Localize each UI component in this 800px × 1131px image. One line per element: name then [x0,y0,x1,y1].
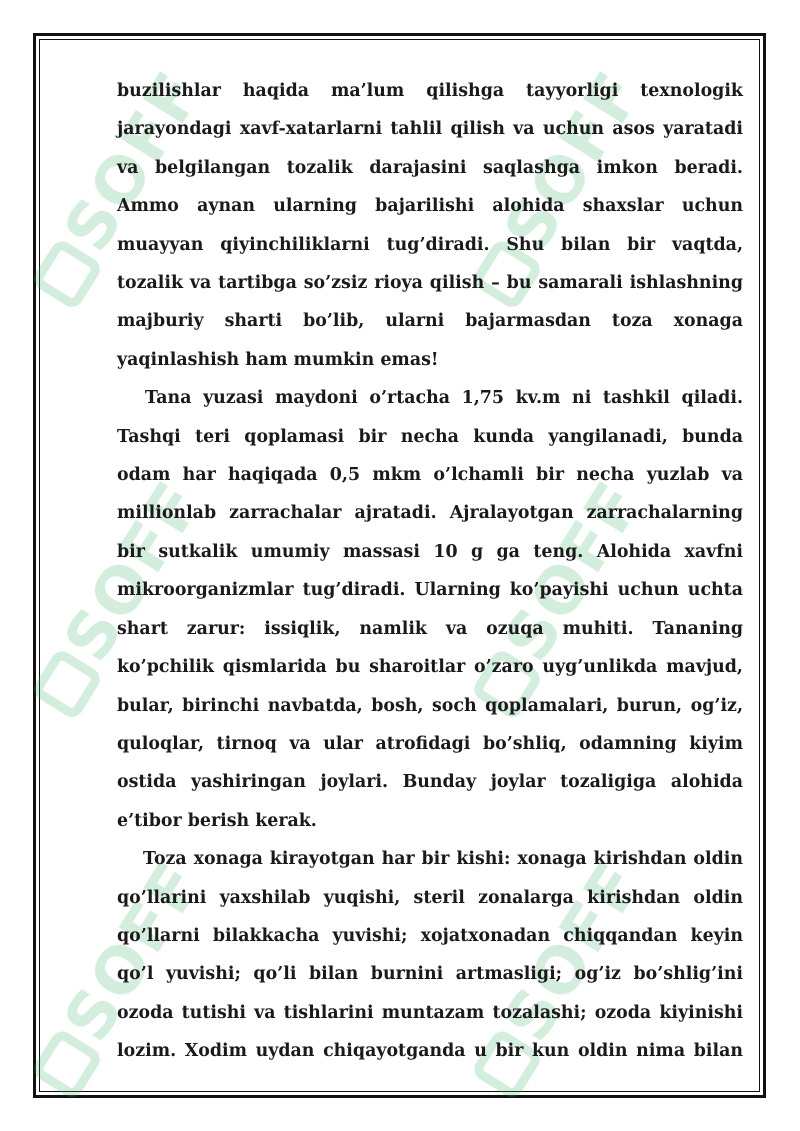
paragraph: Toza xonaga kirayotgan har bir kishi: xonaga kirishdan oldin qo’llarini yaxshilab yuqishi, steril zonalarga kirishdan oldin qo’llarni bilakkacha yuvishi; xojatxonadan chiqqandan keyin qo’l yuvishi; qo’li bilan burnini artmasligi; og’iz bo’shlig’ini ozoda tutishi va tishlarini muntazam tozalashi; ozoda kiyinishi lozim. Xodim uydan chiqayotganda u bir kun oldin nima bilan [117,849,743,1062]
watermark-logo: SOFF [459,59,657,315]
document-body [117,72,743,1071]
paragraph: Tana yuzasi maydoni o’rtacha 1,75 kv.m ni tashkil qiladi. Tashqi teri qoplamasi bir necha kunda yangilanadi, bunda odam har haqiqada 0,5 mkm o’lchamli bir necha yuzlab va millionlab zarrachalar ajratadi. Ajralayotgan zarrachalarning bir sutkalik umumiy massasi 10 g ga teng. Alohida xavfni mikroorganizmlar tug’diradi. Ularning ko’payishi uchun uchta shart zarur: issiqlik, namlik va ozuqa muhiti. Tananing ko’pchilik qismlarida bu sharoitlar o’zaro uyg’unlikda mavjud, bular, birinchi navbatda, bosh, soch qoplamalari, burun, og’iz, quloqlar, tirnoq va ular atrofidagi bo’shliq, odamning kiyim ostida yashiringan joylari. Bunday joylar tozaligiga alohida e’tibor berish kerak. [117,388,743,831]
watermark-logo: SOFF [19,469,217,725]
watermark-logo: SOFF [19,59,217,315]
watermark-logo: SOFF [459,469,657,725]
watermark-logo: SOFF [459,849,657,1105]
paragraph: buzilishlar haqida ma’lum qilishga tayyorligi texnologik jarayondagi xavf-xatarlarni tahlil qilish va uchun asos yaratadi va belgilangan tozalik darajasini saqlashga imkon beradi. Ammo aynan ularning bajarilishi alohida shaxslar uchun muayyan qiyinchiliklarni tug’diradi. Shu bilan bir vaqtda, tozalik va tartibga so’zsiz rioya qilish – bu samarali ishlashning majburiy sharti bo’lib, ularni bajarmasdan toza xonaga yaqinlashish ham mumkin emas! [117,81,743,370]
watermark-logo: SOFF [19,849,217,1105]
